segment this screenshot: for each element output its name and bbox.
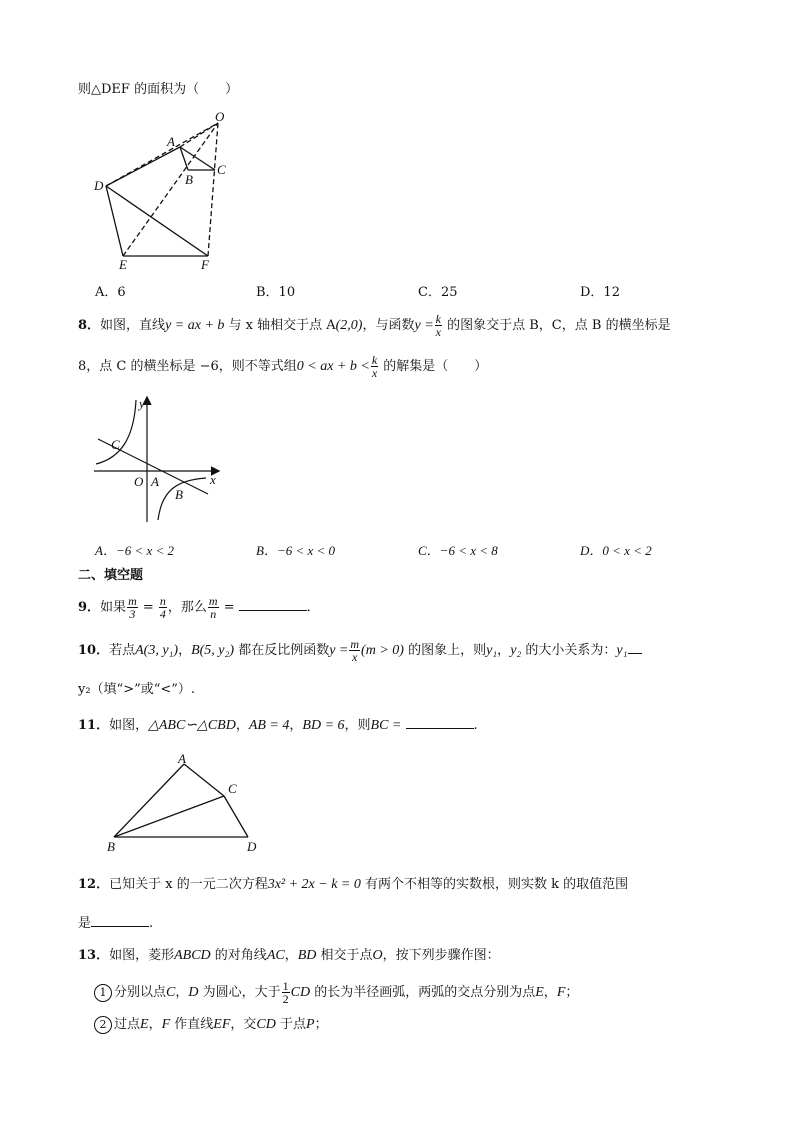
- q8-figure: [92, 394, 228, 526]
- q13-text: ，: [148, 1017, 162, 1032]
- q13-ac: AC: [266, 948, 285, 963]
- q10-text: ，: [497, 643, 511, 658]
- q12-text: .: [149, 916, 154, 931]
- q9-line: [78, 595, 320, 620]
- q13-text: ，: [543, 985, 557, 1000]
- section-title: 二、填空题: [78, 568, 144, 583]
- q8-label-b: B: [175, 487, 183, 502]
- q12-answer-blank[interactable]: [91, 914, 149, 927]
- q9-text: ．: [306, 600, 320, 615]
- q13-text: ，交: [230, 1017, 257, 1032]
- q13-text: 分别以点: [114, 985, 167, 1000]
- q10-text: 若点: [109, 643, 136, 658]
- q13-rhombus: ABCD: [174, 948, 211, 963]
- q8-line-eq: y = ax + b: [165, 318, 225, 333]
- q13-line1: [78, 946, 500, 966]
- q13-step2: [94, 1015, 328, 1035]
- q8-option-d: D．0 < x < 2: [580, 543, 652, 558]
- q11-answer-blank[interactable]: [406, 716, 474, 729]
- q10-y1: y₁: [616, 643, 628, 658]
- q13-text: ，: [284, 948, 298, 963]
- q9-equals: =: [138, 600, 158, 615]
- q13-text: 作直线: [170, 1017, 214, 1032]
- q13-point-f: F: [161, 1017, 171, 1032]
- q13-point-p: P: [306, 1017, 315, 1032]
- q8-text: ，与函数: [362, 318, 415, 333]
- q11-similarity: △ABC∽△CBD: [148, 718, 236, 733]
- q13-text: ，按下列步骤作图：: [382, 948, 500, 963]
- q12-text: 是: [78, 916, 92, 931]
- q13-text: 的对角线: [210, 948, 267, 963]
- q8-option-b: B．−6 < x < 0: [256, 543, 336, 558]
- q9-frac-m3: $\frac{m}{3}$: [128, 594, 137, 621]
- q8-label-c: C: [111, 437, 120, 452]
- q11-label-d: D: [247, 839, 257, 854]
- q7-tail: 则△DEF 的面积为（ ）: [78, 82, 239, 97]
- q11-text: ，则: [344, 718, 371, 733]
- q13-number: 13．: [78, 948, 110, 963]
- q10-answer-blank[interactable]: [628, 641, 642, 654]
- q9-frac-n4: $\frac{n}{4}$: [159, 594, 166, 621]
- q9-answer-blank[interactable]: [239, 598, 307, 611]
- q8-option-a: A．−6 < x < 2: [95, 543, 175, 558]
- q11-text: 如图，: [109, 718, 149, 733]
- q7-label-f: F: [201, 257, 209, 272]
- q8-line1: [78, 313, 671, 338]
- q10-line1: [78, 638, 642, 663]
- q13-step1: [94, 980, 578, 1005]
- q13-text: 于点: [275, 1017, 307, 1032]
- q13-text: 如图，菱形: [109, 948, 175, 963]
- q10-text: ，: [178, 643, 192, 658]
- q9-number: 9．: [78, 600, 101, 615]
- q10-point-b: B(5, y₂): [191, 643, 235, 658]
- q7-option-d: D．12: [580, 285, 620, 300]
- q13-o: O: [372, 948, 383, 963]
- q10-frac: $\frac{m}{x}$: [350, 637, 360, 664]
- q11-bd: BD = 6: [302, 718, 345, 733]
- q8-text: 如图，直线: [100, 318, 166, 333]
- q10-func: y =: [329, 643, 349, 658]
- q7-label-o: O: [215, 109, 225, 124]
- q7-label-d: D: [94, 178, 104, 193]
- q8-point: (2,0): [335, 318, 363, 333]
- q7-option-b: B．10: [256, 285, 296, 300]
- q13-text: ，: [175, 985, 189, 1000]
- q13-text: 的长为半径画弧，两弧的交点分别为点: [310, 985, 536, 1000]
- q11-label-c: C: [228, 781, 237, 796]
- q7-figure: [88, 108, 248, 276]
- q10-condition: (m > 0): [361, 643, 404, 658]
- q9-frac-mn: $\frac{m}{n}$: [208, 594, 218, 621]
- q9-text: ，那么: [167, 600, 207, 615]
- q8-label-y: y: [139, 396, 145, 411]
- q11-ab: AB = 4: [248, 718, 290, 733]
- q13-cd: CD: [256, 1017, 276, 1032]
- q13-point-e: E: [140, 1017, 149, 1032]
- q13-point-f: F: [556, 985, 566, 1000]
- q8-func: y =: [414, 318, 434, 333]
- q7-option-a: A．6: [95, 285, 126, 300]
- step-2-marker: 2: [94, 1016, 112, 1034]
- q13-text: 相交于点: [316, 948, 373, 963]
- q11-text: .: [473, 718, 478, 733]
- q13-bd: BD: [297, 948, 317, 963]
- q10-number: 10．: [78, 643, 110, 658]
- q11-text: ，: [235, 718, 249, 733]
- q13-cd: CD: [290, 985, 311, 1000]
- q12-text: 有两个不相等的实数根，则实数 k 的取值范围: [360, 877, 629, 892]
- q7-label-e: E: [119, 257, 127, 272]
- q13-text: ；: [565, 985, 579, 1000]
- q7-label-b: B: [185, 172, 193, 187]
- q13-point-e: E: [535, 985, 544, 1000]
- q8-inequality: 0 < ax + b <: [296, 359, 370, 374]
- step-1-marker: 1: [94, 984, 112, 1002]
- q8-label-a: A: [151, 474, 159, 489]
- q13-point-d: D: [188, 985, 199, 1000]
- q11-text: ，: [289, 718, 303, 733]
- q7-label-a: A: [167, 134, 175, 149]
- q10-text: 的图象上，则: [403, 643, 487, 658]
- q8-text: 的解集是（ ）: [379, 359, 488, 374]
- q12-line2: [78, 914, 153, 934]
- q10-y2: y₂: [510, 643, 522, 658]
- q13-ef: EF: [213, 1017, 231, 1032]
- q13-text: 为圆心，大于: [198, 985, 281, 1000]
- q11-figure: [100, 752, 268, 856]
- q8-number: 8．: [78, 318, 101, 333]
- q11-label-b: B: [107, 839, 115, 854]
- q12-text: 已知关于 x 的一元二次方程: [109, 877, 268, 892]
- q10-text: 的大小关系为：: [521, 643, 617, 658]
- q8-frac: $\frac{k}{x}$: [371, 353, 378, 380]
- q10-y1: y₁: [486, 643, 498, 658]
- q11-label-a: A: [178, 752, 186, 766]
- q8-option-c: C．−6 < x < 8: [418, 543, 498, 558]
- q7-option-c: C．25: [418, 285, 458, 300]
- q13-point-c: C: [166, 985, 176, 1000]
- q12-number: 12．: [78, 877, 110, 892]
- q13-text: 过点: [114, 1017, 141, 1032]
- q8-text: 的图象交于点 B，C，点 B 的横坐标是: [442, 318, 671, 333]
- q8-text: 与 x 轴相交于点 A: [224, 318, 336, 333]
- q12-equation: 3x² + 2x − k = 0: [267, 877, 361, 892]
- q8-frac: $\frac{k}{x}$: [435, 312, 441, 339]
- q8-label-o: O: [134, 474, 144, 489]
- q10-line2: y₂（填“>”或“<”）.: [78, 682, 196, 697]
- q8-label-x: x: [210, 472, 216, 487]
- q13-text: ；: [314, 1017, 328, 1032]
- q10-point-a: A(3, y₁): [135, 643, 179, 658]
- q8-text: 8，点 C 的横坐标是 −6，则不等式组: [78, 359, 297, 374]
- q9-text: 如果: [100, 600, 127, 615]
- q12-line1: [78, 875, 628, 895]
- q11-line: [78, 716, 478, 736]
- q11-number: 11．: [78, 718, 110, 733]
- q10-text: 都在反比例函数: [234, 643, 330, 658]
- q11-bc: BC =: [370, 718, 402, 733]
- q9-equals: =: [219, 600, 239, 615]
- q7-label-c: C: [217, 162, 226, 177]
- q8-line2: [78, 354, 487, 379]
- q13-half: $\frac{1}{2}$: [282, 979, 289, 1006]
